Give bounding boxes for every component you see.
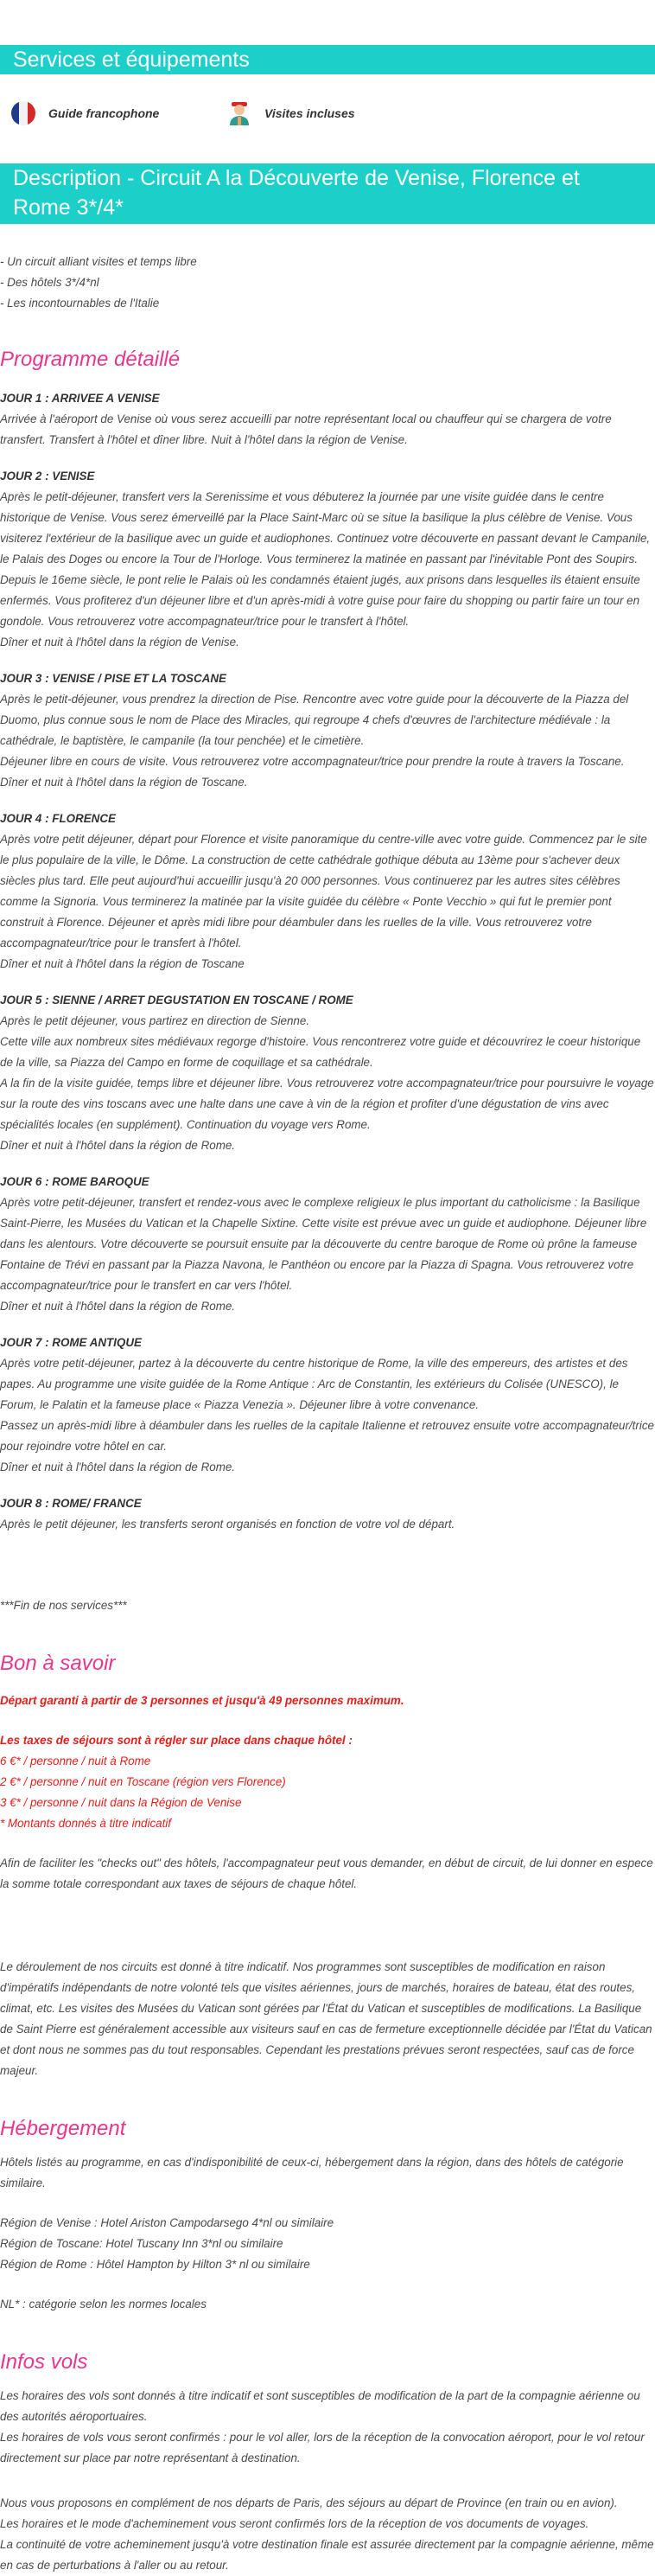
vols-line: Les horaires des vols sont donnés à titre indicatif et sont susceptibles de modification de la part de la compagnie aérienne ou des autorités aéroportuaires. xyxy=(0,2389,640,2423)
day-text: Dîner et nuit à l'hôtel dans la région de Toscane xyxy=(0,957,245,970)
day-block xyxy=(0,809,655,975)
day-text: Dîner et nuit à l'hôtel dans la région de Toscane. xyxy=(0,776,248,789)
programme-title: Programme détaillé xyxy=(0,348,181,371)
day-text: Cette ville aux nombreux sites médiévaux regorge d'histoire. Vous rencontrerez votre guide et découvrirez le coeur historique de la ville, sa Piazza del Campo en forme de coquillage et sa cathédrale. xyxy=(0,1035,641,1069)
bon-a-savoir-title: Bon à savoir xyxy=(0,1652,116,1675)
infos-vols-title: Infos vols xyxy=(0,2350,88,2374)
day-title: JOUR 5 : SIENNE / ARRET DEGUSTATION EN TOSCANE / ROME xyxy=(0,994,353,1007)
end-of-services-note: ***Fin de nos services*** xyxy=(0,1599,127,1612)
guide-person-icon xyxy=(226,100,252,126)
bullet: - Un circuit alliant visites et temps libre xyxy=(0,255,197,268)
day-title: JOUR 3 : VENISE / PISE ET LA TOSCANE xyxy=(0,672,226,685)
day-text: Arrivée à l'aéroport de Venise où vous serez accueilli par notre représentant local ou chauffeur qui se chargera de votre transfert. Transfert à l'hôtel et dîner libre. Nuit à l'hôtel dans la région de Venise. xyxy=(0,412,612,446)
programme-days xyxy=(0,388,655,1535)
vols-para-1 xyxy=(0,2386,655,2469)
tax-note: * Montants donnés à titre indicatif xyxy=(0,1817,171,1830)
day-text: Dîner et nuit à l'hôtel dans la région de Venise. xyxy=(0,636,239,649)
feature-label: Guide francophone xyxy=(48,106,160,120)
day-title: JOUR 4 : FLORENCE xyxy=(0,812,116,825)
bullet: - Des hôtels 3*/4*nl xyxy=(0,276,99,289)
day-block xyxy=(0,1172,655,1317)
hotel-list xyxy=(0,2213,655,2275)
day-block xyxy=(0,1333,655,1478)
day-title: JOUR 2 : VENISE xyxy=(0,470,95,483)
services-title: Services et équipements xyxy=(13,48,250,72)
vols-line: Nous vous proposons en complément de nos départs de Paris, des séjours au départ de Province (en train ou en avion). xyxy=(0,2496,618,2509)
hotel-item: Région de Toscane: Hotel Tuscany Inn 3*nl ou similaire xyxy=(0,2237,283,2250)
day-text: Après le petit-déjeuner, vous prendrez la direction de Pise. Rencontre avec votre guide pour la découverte de la Piazza del Duomo, plus connue sous le nom de Place des Miracles, qui regroupe 4 chefs d'œuvres de l'architecture médiévale : la cathédrale, le baptistère, le campanile (la tour penchée) et le cimetière. xyxy=(0,693,629,747)
day-text: Passez un après-midi libre à déambuler dans les ruelles de la capitale Italienne et retrouvez ensuite votre accompagnateur/trice pour rejoindre votre hôtel en car. xyxy=(0,1419,654,1453)
services-header xyxy=(0,45,655,74)
description-header xyxy=(0,163,655,224)
day-text: Après votre petit-déjeuner, transfert et rendez-vous avec le complexe religieux le plus important du catholicisme : la Basilique Saint-Pierre, les Musées du Vatican et la Chapelle Sixtine. Cette visite est prévue avec un guide et audiophone. Déjeuner libre dans les alentours. Votre découverte se poursuit ensuite par la découverte du centre baroque de Rome où prône la fameuse Fontaine de Trévi en passant par la Piazza Navona, le Panthéon ou encore par la Piazza di Spagna. Vous retrouverez votre accompagnateur/trice pour le transfert en car vers l'hôtel. xyxy=(0,1196,647,1292)
day-title: JOUR 8 : ROME/ FRANCE xyxy=(0,1497,142,1510)
page xyxy=(0,45,655,2572)
nl-note: NL* : catégorie selon les normes locales xyxy=(0,2298,207,2311)
day-text: Dîner et nuit à l'hôtel dans la région de Rome. xyxy=(0,1300,236,1313)
day-block xyxy=(0,668,655,793)
hotel-item: Région de Rome : Hôtel Hampton by Hilton 3* nl ou similaire xyxy=(0,2258,310,2271)
day-text: Déjeuner libre en cours de visite. Vous retrouverez votre accompagnateur/trice pour prendre la route à travers la Toscane. xyxy=(0,755,625,768)
hebergement-intro: Hôtels listés au programme, en cas d'indisponibilité de ceux-ci, hébergement dans la région, dans des hôtels de catégorie similaire. xyxy=(0,2156,624,2189)
day-title: JOUR 6 : ROME BAROQUE xyxy=(0,1175,149,1188)
tax-line: 3 €* / personne / nuit dans la Région de Venise xyxy=(0,1796,242,1809)
tax-line: 6 €* / personne / nuit à Rome xyxy=(0,1755,151,1767)
france-flag-icon xyxy=(10,100,36,126)
services-features xyxy=(0,74,655,163)
vols-line: Les horaires et le mode d'acheminement vous seront confirmés lors de la réception de vos documents de voyages. xyxy=(0,2517,589,2530)
departure-guarantee: Départ garanti à partir de 3 personnes et jusqu'à 49 personnes maximum. xyxy=(0,1694,404,1707)
day-text: Après le petit déjeuner, les transferts seront organisés en fonction de votre vol de départ. xyxy=(0,1518,455,1531)
bullet: - Les incontournables de l'Italie xyxy=(0,297,160,310)
description-bullets xyxy=(0,252,655,314)
feature-label: Visites incluses xyxy=(264,106,355,120)
day-text: Dîner et nuit à l'hôtel dans la région de Rome. xyxy=(0,1461,236,1473)
day-text: Dîner et nuit à l'hôtel dans la région de Rome. xyxy=(0,1139,236,1152)
day-block xyxy=(0,466,655,653)
day-block xyxy=(0,990,655,1156)
day-text: Après votre petit déjeuner, départ pour Florence et visite panoramique du centre-ville avec votre guide. Commencez par le site le plus populaire de la ville, le Dôme. La construction de cette cathédrale gothique débuta au 13ème pour s'achever deux siècles plus tard. Elle peut aujourd'hui accueillir jusqu'à 20 000 personnes. Vous continuerez par les autres sites célèbres comme la Signoria. Vous terminerez la matinée par la visite guidée du célèbre « Ponte Vecchio » qui fut le premier pont construit à Florence. Déjeuner et après midi libre pour déambuler dans les ruelles de la ville. Vous retrouverez votre accompagnateur/trice pour le transfert à l'hôtel. xyxy=(0,833,647,949)
hotel-item: Région de Venise : Hotel Ariston Campodarsego 4*nl ou similaire xyxy=(0,2216,334,2229)
day-text: Après le petit déjeuner, vous partirez en direction de Sienne. xyxy=(0,1014,310,1027)
description-title: Description - Circuit A la Découverte de Venise, Florence et Rome 3*/4* xyxy=(13,166,580,220)
taxes-block xyxy=(0,1730,655,1834)
vols-line: La continuité de votre acheminement jusqu'à votre destination finale est assurée directement par la compagnie aérienne, même en cas de perturbations à l'aller ou au retour. xyxy=(0,2538,654,2572)
day-text: Après votre petit-déjeuner, partez à la découverte du centre historique de Rome, la ville des empereurs, des artistes et des papes. Au programme une visite guidée de la Rome Antique : Arc de Constantin, les extérieurs du Colisée (UNESCO), le Forum, le Palatin et la fameuse place « Piazza Venezia ». Déjeuner libre à votre convenance. xyxy=(0,1357,628,1411)
day-title: JOUR 1 : ARRIVEE A VENISE xyxy=(0,392,160,405)
checkout-note: Afin de faciliter les "checks out" des hôtels, l'accompagnateur peut vous demander, en début de circuit, de lui donner en espece la somme totale correspondant aux taxes de séjours de chaque hôtel. xyxy=(0,1857,653,1890)
circuit-disclaimer: Le déroulement de nos circuits est donné à titre indicatif. Nos programmes sont susceptibles de modification en raison d'impératifs indépendants de notre volonté tels que visites aériennes, jours de marchés, horaires de bateau, état des routes, climat, etc. Les visites des Musées du Vatican sont gérées par l'État du Vatican et susceptibles de modifications. La Basilique de Saint Pierre est généralement accessible aux visiteurs sauf en cas de fermeture exceptionnelle décidée par l'État du Vatican et dont nous ne sommes pas du tout responsables. Cependant les prestations prévues seront respectées, sauf cas de force majeur. xyxy=(0,1960,652,2077)
vols-line: Les horaires de vols vous seront confirmés : pour le vol aller, lors de la réception de la convocation aéroport, pour le vol retour directement sur place par notre représentant à destination. xyxy=(0,2431,645,2464)
feature-visites-incluses xyxy=(226,100,355,126)
vols-para-2 xyxy=(0,2493,655,2576)
hebergement-title: Hébergement xyxy=(0,2117,126,2140)
day-text: Après le petit-déjeuner, transfert vers la Serenissime et vous débuterez la journée par une visite guidée dans le centre historique de Venise. Vous serez émerveillé par la Place Saint-Marc où se situe la basilique la plus célèbre de Venise. Vous visiterez l'extérieur de la basilique avec un guide et audiophones. Continuez votre découverte en passant devant le Campanile, le Palais des Doges ou encore la Tour de l'Horloge. Vous terminerez la matinée en passant par l'inévitable Pont des Soupirs. Depuis le 16eme siècle, le pont relie le Palais où les condamnés étaient jugés, aux prisons dans lesquelles ils étaient ensuite enfermés. Vous profiterez d'un déjeuner libre et d'un après-midi à votre guise pour faire du shopping ou partir faire un tour en gondole. Vous retrouverez votre accompagnateur/trice pour le transfert à l'hôtel. xyxy=(0,490,651,628)
taxes-title: Les taxes de séjours sont à régler sur place dans chaque hôtel : xyxy=(0,1734,353,1747)
day-block xyxy=(0,388,655,451)
feature-guide-francophone xyxy=(10,100,159,126)
day-text: A la fin de la visite guidée, temps libre et déjeuner libre. Vous retrouverez votre accompagnateur/trice pour poursuivre le voyage sur la route des vins toscans avec une halte dans une cave à vin de la région et profiter d'une dégustation de vins avec spécialités locales (en supplément). Continuation du voyage vers Rome. xyxy=(0,1077,654,1131)
tax-line: 2 €* / personne / nuit en Toscane (région vers Florence) xyxy=(0,1775,286,1788)
day-block xyxy=(0,1493,655,1535)
day-title: JOUR 7 : ROME ANTIQUE xyxy=(0,1336,142,1349)
